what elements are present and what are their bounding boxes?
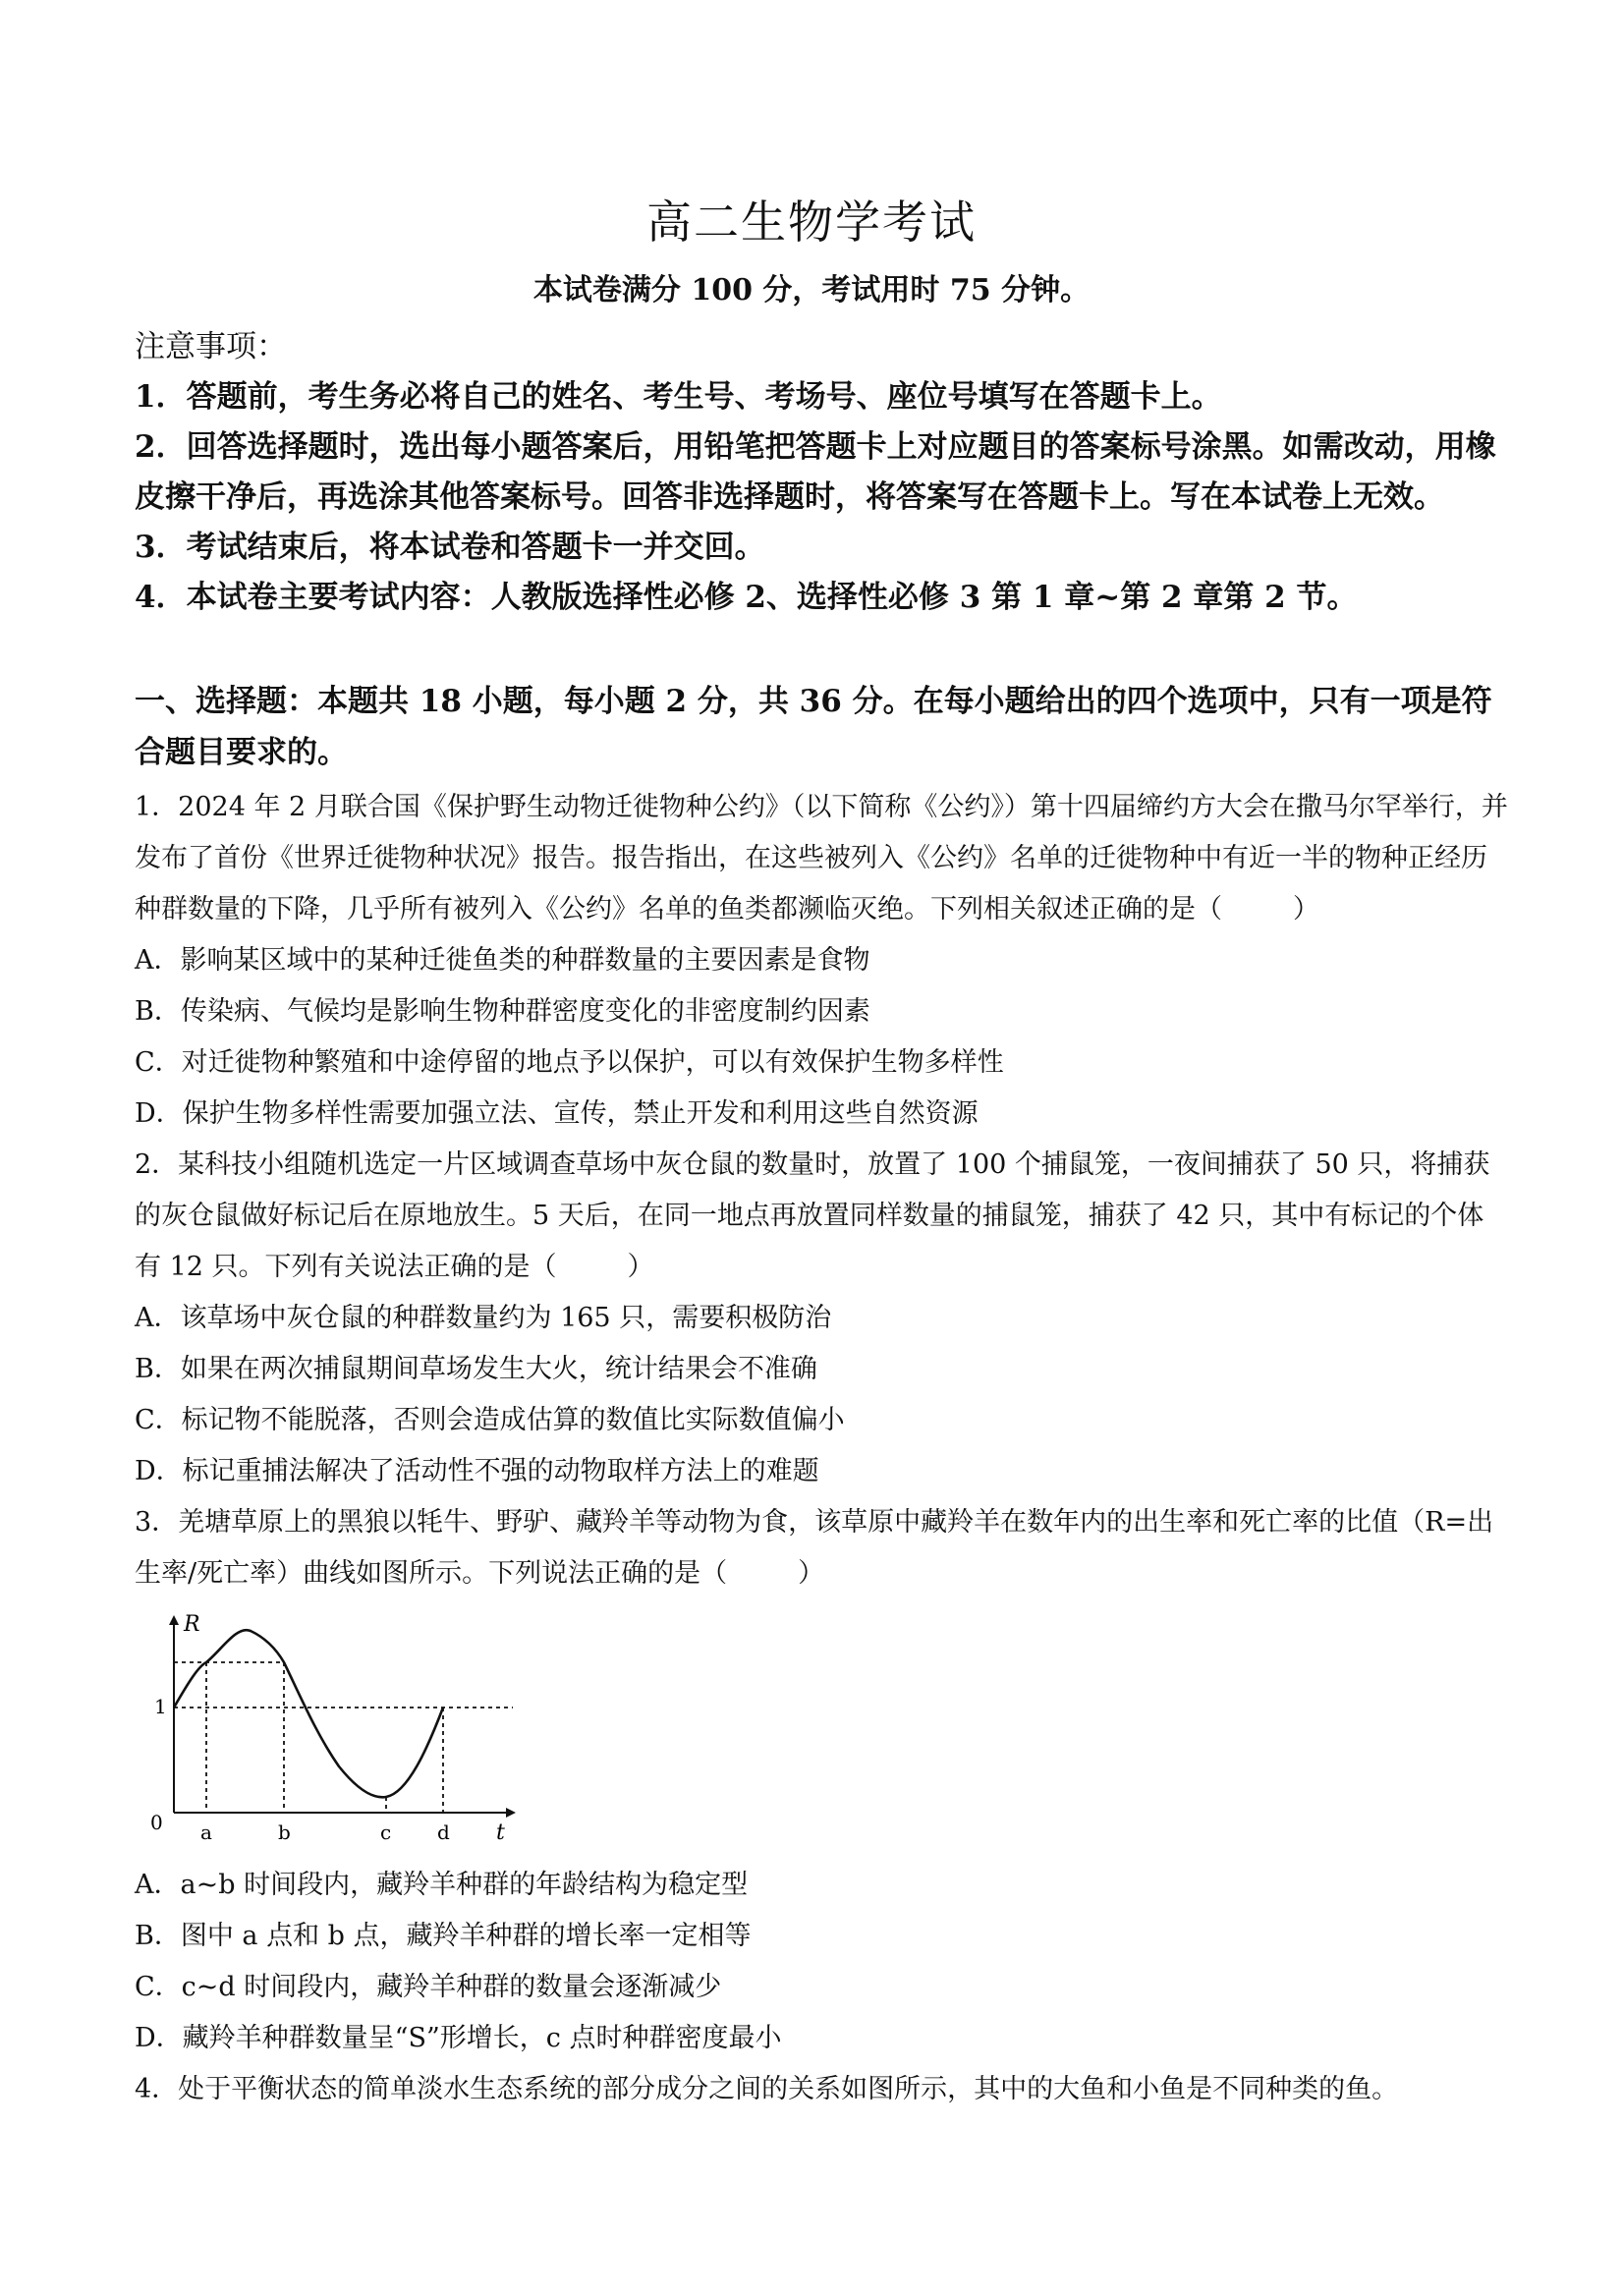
question-stem-end: ）: [1293, 894, 1319, 924]
question-stem: 4．处于平衡状态的简单淡水生态系统的部分成分之间的关系如图所示，其中的大鱼和小鱼是不同种类的鱼。: [135, 2074, 1399, 2104]
x-tick-label-a: a: [200, 1820, 212, 1844]
note-item: 1．答题前，考生务必将自己的姓名、考生号、考场号、座位号填写在答题卡上。: [135, 379, 1222, 415]
r-curve-svg: [135, 1601, 528, 1852]
option-a: A．该草场中灰仓鼠的种群数量约为 165 只，需要积极防治: [135, 1303, 832, 1333]
option-c: C．标记物不能脱落，否则会造成估算的数值比实际数值偏小: [135, 1405, 845, 1435]
y-axis-arrow: [169, 1615, 179, 1625]
note-item: 2．回答选择题时，选出每小题答案后，用铅笔把答题卡上对应题目的答案标号涂黑。如需改动，用橡皮擦干净后，再选涂其他答案标号。回答非选择题时，将答案写在答题卡上。写在本试卷上无效。: [135, 429, 1496, 515]
option-b: B．传染病、气候均是影响生物种群密度变化的非密度制约因素: [135, 996, 870, 1027]
question-1: [135, 782, 1508, 1140]
exam-title: 高二生物学考试: [646, 196, 977, 249]
question-2: [135, 1140, 1508, 1497]
question-stem-end: ）: [798, 1558, 825, 1589]
question-3: [135, 1497, 1508, 1599]
section-header-text: 一、选择题：本题共 18 小题，每小题 2 分，共 36 分。在每小题给出的四个选项中，只有一项是符合题目要求的。: [135, 684, 1492, 770]
y-tick-label: 1: [154, 1695, 167, 1718]
origin-label: 0: [150, 1811, 163, 1834]
option-b: B．如果在两次捕鼠期间草场发生大火，统计结果会不准确: [135, 1354, 817, 1384]
notes-heading: 注意事项：: [135, 329, 287, 364]
question-stem-text: 1．2024 年 2 月联合国《保护野生动物迁徙物种公约》（以下简称《公约》）第十四届缔约方大会在撒马尔罕举行，并发布了首份《世界迁徙物种状况》报告。报告指出，在这些被列入《公约》名单的迁徙物种中有近一半的物种正经历种群数量的下降，几乎所有被列入《公约》名单的鱼类都濒临灭绝。下列相关叙述正确的是（: [135, 792, 1508, 924]
note-item: 4．本试卷主要考试内容：人教版选择性必修 2、选择性必修 3 第 1 章~第 2 章第 2 节。: [135, 580, 1358, 615]
exam-subtitle: 本试卷满分 100 分，考试用时 75 分钟。: [532, 273, 1091, 308]
notes-block: [135, 322, 1508, 623]
question-stem-text: 2．某科技小组随机选定一片区域调查草场中灰仓鼠的数量时，放置了 100 个捕鼠笼，一夜间捕获了 50 只，将捕获的灰仓鼠做好标记后在原地放生。5 天后，在同一地点再放置同样数量的捕鼠笼，捕获了 42 只，其中有标记的个体有 12 只。下列有关说法正确的是（: [135, 1149, 1490, 1282]
question-stem: [135, 1497, 1508, 1599]
option-a: A．影响某区域中的某种迁徙鱼类的种群数量的主要因素是食物: [135, 945, 870, 976]
section-header: [135, 676, 1508, 778]
r-curve-figure: [135, 1601, 528, 1852]
option-d: D．保护生物多样性需要加强立法、宣传，禁止开发和利用这些自然资源: [135, 1098, 979, 1129]
x-axis-label: t: [496, 1820, 505, 1845]
question-stem-end: ）: [627, 1252, 654, 1282]
y-axis-label: R: [184, 1612, 200, 1637]
question-4: [135, 2064, 1508, 2115]
r-curve: [174, 1630, 443, 1797]
x-tick-label-c: c: [380, 1820, 392, 1844]
option-d: D．藏羚羊种群数量呈“S”形增长，c 点时种群密度最小: [135, 2023, 782, 2053]
x-tick-label-d: d: [437, 1820, 450, 1844]
question-stem: [135, 782, 1508, 935]
question-stem-text: 3．羌塘草原上的黑狼以牦牛、野驴、藏羚羊等动物为食，该草原中藏羚羊在数年内的出生率和死亡率的比值（R=出生率/死亡率）曲线如图所示。下列说法正确的是（: [135, 1507, 1494, 1589]
note-item: 3．考试结束后，将本试卷和答题卡一并交回。: [135, 530, 765, 565]
option-a: A．a~b 时间段内，藏羚羊种群的年龄结构为稳定型: [135, 1870, 749, 1900]
x-axis-arrow: [506, 1808, 516, 1818]
question-3-options: [135, 1860, 1508, 2064]
option-d: D．标记重捕法解决了活动性不强的动物取样方法上的难题: [135, 1456, 819, 1486]
option-c: C．对迁徙物种繁殖和中途停留的地点予以保护，可以有效保护生物多样性: [135, 1047, 1004, 1078]
question-stem: [135, 1140, 1508, 1293]
x-tick-label-b: b: [278, 1820, 291, 1844]
option-c: C．c~d 时间段内，藏羚羊种群的数量会逐渐减少: [135, 1972, 722, 2002]
option-b: B．图中 a 点和 b 点，藏羚羊种群的增长率一定相等: [135, 1921, 752, 1951]
